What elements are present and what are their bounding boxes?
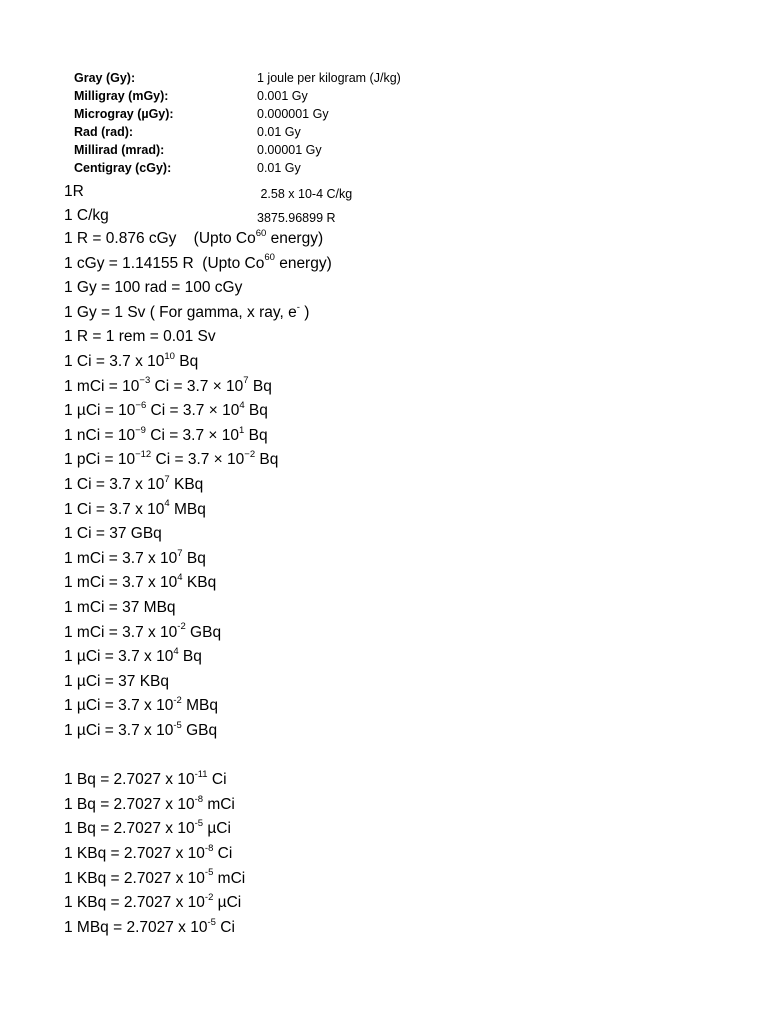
equation-text: Ci = 3.7 × 10 bbox=[150, 377, 244, 395]
definition-row bbox=[0, 107, 768, 125]
equation-text: 1 R = 0.876 cGy (Upto Co bbox=[64, 230, 256, 247]
equation-text: Bq bbox=[244, 402, 268, 420]
equation-text: 1 Ci = 3.7 x 10 bbox=[64, 353, 165, 370]
conversion-value: 3875.96899 R bbox=[257, 211, 336, 225]
definition-value: 0.000001 Gy bbox=[257, 107, 329, 121]
equation-line bbox=[64, 573, 216, 593]
definition-term: Centigray (cGy): bbox=[74, 161, 172, 175]
equation-line bbox=[64, 450, 278, 470]
equation-line bbox=[64, 401, 268, 421]
equation-text: Ci bbox=[213, 845, 233, 862]
equation-line bbox=[64, 426, 268, 446]
equation-line bbox=[64, 475, 203, 495]
equation-exponent: -2 bbox=[173, 695, 182, 707]
equation-line bbox=[64, 819, 231, 839]
equation-text: 1 Bq = 2.7027 x 10 bbox=[64, 795, 195, 813]
conversion-pair-row bbox=[0, 207, 768, 229]
equation-line bbox=[64, 377, 272, 397]
equation-exponent: 10 bbox=[164, 350, 175, 362]
definition-value: 0.00001 Gy bbox=[257, 143, 322, 157]
equation-text: 1 µCi = 10 bbox=[64, 402, 136, 420]
equation-text: 1 KBq = 2.7027 x 10 bbox=[64, 845, 205, 862]
equation-text: Ci = 3.7 × 10 bbox=[145, 426, 239, 444]
equation-line bbox=[64, 352, 198, 372]
equation-exponent: −9 bbox=[135, 424, 146, 436]
conversion-pair-row bbox=[0, 183, 768, 205]
equation-exponent: 7 bbox=[177, 547, 183, 559]
equation-exponent: 60 bbox=[264, 252, 275, 264]
equation-text: 1 µCi = 37 KBq bbox=[64, 672, 170, 690]
equation-text: 1 mCi = 3.7 x 10 bbox=[64, 549, 178, 567]
equation-text: KBq bbox=[182, 574, 217, 592]
conversion-value: 2.58 x 10-4 C/kg bbox=[257, 187, 353, 201]
equation-exponent: −6 bbox=[135, 400, 147, 412]
equation-text: 1 Ci = 37 GBq bbox=[64, 525, 162, 543]
equation-text: ) bbox=[299, 303, 310, 321]
equation-text: 1 µCi = 3.7 x 10 bbox=[64, 697, 174, 715]
equation-line bbox=[64, 278, 242, 298]
definition-term: Milligray (mGy): bbox=[74, 89, 169, 103]
equation-text: 1 Gy = 100 rad = 100 cGy bbox=[64, 279, 243, 297]
equation-text: Ci = 3.7 × 10 bbox=[151, 451, 245, 469]
equation-text: Bq bbox=[178, 648, 202, 666]
equation-text: 1 Ci = 3.7 x 10 bbox=[64, 476, 165, 493]
equation-text: 1 µCi = 3.7 x 10 bbox=[64, 722, 174, 739]
equation-text: Bq bbox=[174, 353, 199, 370]
equation-line bbox=[64, 696, 218, 716]
equation-text: GBq bbox=[181, 722, 218, 739]
equation-line bbox=[64, 893, 241, 913]
equation-exponent: 4 bbox=[177, 572, 183, 584]
equation-line bbox=[64, 647, 202, 667]
equation-text: 1 nCi = 10 bbox=[64, 426, 136, 444]
equation-exponent: -2 bbox=[204, 892, 214, 904]
equation-text: Ci bbox=[207, 771, 227, 789]
equation-text: 1 R = 1 rem = 0.01 Sv bbox=[64, 328, 216, 346]
equation-text: KBq bbox=[169, 476, 204, 493]
equation-text: µCi bbox=[203, 820, 231, 838]
equation-line bbox=[64, 844, 232, 864]
equation-text: 1 Bq = 2.7027 x 10 bbox=[64, 771, 195, 789]
equation-text: energy) bbox=[266, 230, 324, 247]
equation-text: 1 Ci = 3.7 x 10 bbox=[64, 500, 165, 518]
equation-line bbox=[64, 770, 227, 790]
definition-row bbox=[0, 143, 768, 161]
equation-text: 1 KBq = 2.7027 x 10 bbox=[64, 894, 205, 912]
equation-text: 1 mCi = 3.7 x 10 bbox=[64, 574, 178, 592]
definition-row bbox=[0, 161, 768, 179]
equation-line bbox=[64, 500, 206, 520]
equation-exponent: −3 bbox=[139, 375, 151, 387]
equation-text: MBq bbox=[181, 697, 218, 715]
conversion-term: 1R bbox=[64, 183, 84, 200]
equation-line bbox=[64, 524, 162, 544]
equation-line bbox=[64, 598, 176, 618]
equation-text: 1 MBq = 2.7027 x 10 bbox=[64, 918, 208, 936]
equation-text: 1 Gy = 1 Sv ( For gamma, x ray, e bbox=[64, 303, 297, 321]
equation-line bbox=[64, 303, 309, 323]
equation-exponent: −12 bbox=[135, 449, 152, 461]
definition-row bbox=[0, 125, 768, 143]
definition-value: 1 joule per kilogram (J/kg) bbox=[257, 71, 401, 85]
equation-exponent: -5 bbox=[204, 867, 214, 879]
equation-exponent: 7 bbox=[243, 375, 249, 387]
equation-text: mCi bbox=[213, 869, 246, 887]
equation-text: Bq bbox=[248, 377, 272, 395]
equation-text: Bq bbox=[244, 426, 268, 444]
equation-text: 1 cGy = 1.14155 R (Upto Co bbox=[64, 254, 265, 272]
equation-line bbox=[64, 721, 217, 741]
definition-value: 0.001 Gy bbox=[257, 89, 308, 103]
equation-exponent: 4 bbox=[239, 400, 245, 412]
equation-exponent: -11 bbox=[194, 769, 208, 781]
definition-row bbox=[0, 71, 768, 89]
equation-exponent: −2 bbox=[244, 449, 256, 461]
definition-row bbox=[0, 89, 768, 107]
equation-text: µCi bbox=[213, 894, 242, 912]
definition-term: Rad (rad): bbox=[74, 125, 134, 139]
definition-term: Millirad (mrad): bbox=[74, 143, 165, 157]
equation-text: 1 mCi = 37 MBq bbox=[64, 599, 176, 616]
equation-text: Ci bbox=[215, 918, 235, 936]
equation-exponent: 60 bbox=[255, 227, 267, 239]
equation-text: Ci = 3.7 × 10 bbox=[146, 402, 240, 420]
equation-text: MBq bbox=[169, 500, 206, 518]
equation-text: mCi bbox=[203, 795, 235, 813]
equation-text: 1 µCi = 3.7 x 10 bbox=[64, 648, 174, 666]
equation-exponent: - bbox=[296, 301, 300, 313]
definition-term: Gray (Gy): bbox=[74, 71, 136, 85]
equation-line bbox=[64, 254, 332, 274]
equation-line bbox=[64, 672, 169, 692]
definition-value: 0.01 Gy bbox=[257, 125, 301, 139]
definition-value: 0.01 Gy bbox=[257, 161, 301, 175]
equation-line bbox=[64, 623, 221, 643]
equation-text: 1 Bq = 2.7027 x 10 bbox=[64, 820, 195, 838]
equation-text: 1 mCi = 3.7 x 10 bbox=[64, 623, 178, 641]
equation-exponent: 7 bbox=[164, 473, 170, 485]
equation-line bbox=[64, 918, 235, 938]
conversion-term: 1 C/kg bbox=[64, 207, 109, 224]
equation-exponent: -5 bbox=[194, 818, 204, 830]
equation-text: GBq bbox=[185, 623, 222, 641]
equation-line bbox=[64, 229, 323, 249]
equation-exponent: -8 bbox=[204, 842, 214, 854]
equation-text: Bq bbox=[182, 549, 206, 567]
equation-text: 1 pCi = 10 bbox=[64, 451, 136, 469]
equation-text: 1 mCi = 10 bbox=[64, 377, 140, 395]
equation-exponent: -5 bbox=[173, 719, 182, 731]
equation-exponent: 4 bbox=[164, 498, 170, 510]
equation-exponent: 1 bbox=[239, 424, 245, 436]
definition-term: Microgray (µGy): bbox=[74, 107, 174, 121]
equation-text: Bq bbox=[255, 451, 279, 469]
equation-text: 1 KBq = 2.7027 x 10 bbox=[64, 869, 205, 887]
equation-line bbox=[64, 869, 245, 889]
equation-line bbox=[64, 549, 206, 569]
equation-exponent: -8 bbox=[194, 793, 204, 805]
equation-text: energy) bbox=[274, 254, 332, 272]
equation-line bbox=[64, 327, 216, 347]
equation-exponent: -2 bbox=[177, 621, 186, 633]
equation-exponent: -5 bbox=[207, 916, 216, 928]
equation-line bbox=[64, 795, 235, 815]
equation-exponent: 4 bbox=[173, 646, 179, 658]
